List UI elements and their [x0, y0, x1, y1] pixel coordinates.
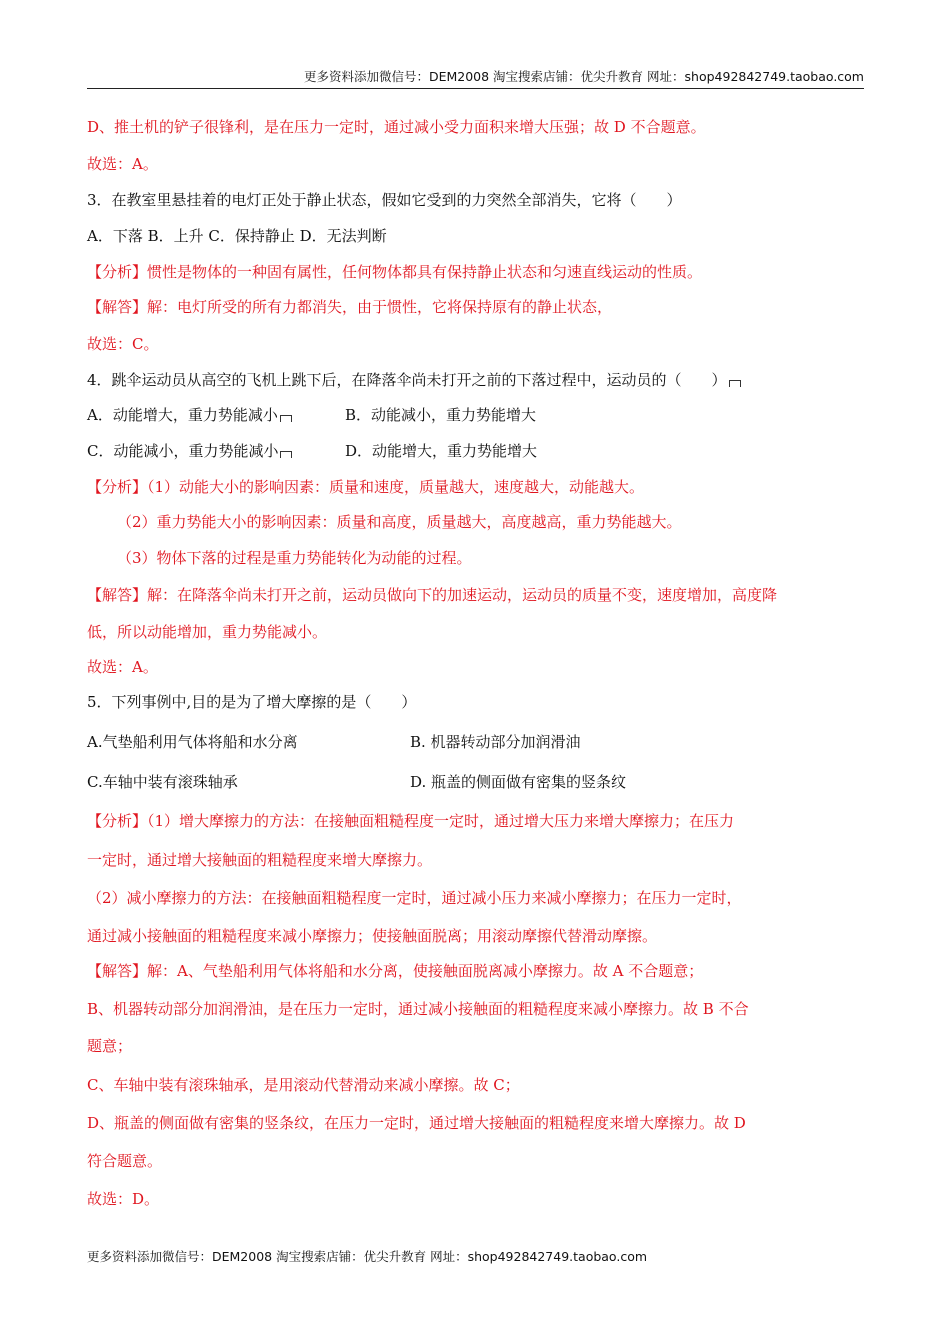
answer-choice: 故选：D。: [87, 1190, 160, 1208]
option-c: C.车轴中装有滚珠轴承: [87, 773, 238, 791]
solution-line: 题意；: [87, 1037, 133, 1055]
analysis-line: （2）减小摩擦力的方法：在接触面粗糙程度一定时，通过减小压力来减小摩擦力；在压力一定时，: [87, 889, 742, 907]
option-b: B. 机器转动部分加润滑油: [410, 733, 581, 751]
answer-choice: 故选：C。: [87, 335, 159, 353]
option-a: A．动能增大，重力势能减小: [87, 406, 278, 424]
edit-mark-icon: [280, 451, 292, 458]
footer-text: 更多资料添加微信号：DEM2008 淘宝搜索店铺：优尖升教育 网址：shop492842749.taobao.com: [87, 1249, 648, 1264]
analysis-line: 【分析】（1）动能大小的影响因素：质量和速度，质量越大，速度越大，动能越大。: [87, 478, 645, 496]
solution-line: 【解答】解：电灯所受的所有力都消失，由于惯性，它将保持原有的静止状态，: [87, 298, 613, 316]
page-footer: [87, 1247, 647, 1265]
analysis-line: 通过减小接触面的粗糙程度来减小摩擦力；使接触面脱离；用滚动摩擦代替滑动摩擦。: [87, 927, 658, 945]
question-4-text: 4．跳伞运动员从高空的飞机上跳下后，在降落伞尚未打开之前的下落过程中，运动员的（ ）: [87, 371, 727, 389]
analysis-line: 一定时，通过增大接触面的粗糙程度来增大摩擦力。: [87, 851, 433, 869]
answer-choice: 故选：A。: [87, 155, 158, 173]
edit-mark-icon: [729, 380, 741, 387]
question-5-options-row: [87, 732, 581, 752]
solution-line: 【解答】解：A、气垫船利用气体将船和水分离，使接触面脱离减小摩擦力。故 A 不合题意；: [87, 962, 704, 980]
solution-line: 【解答】解：在降落伞尚未打开之前，运动员做向下的加速运动，运动员的质量不变，速度增加，高度降: [87, 586, 778, 604]
solution-line: 符合题意。: [87, 1152, 163, 1170]
analysis-line: 【分析】惯性是物体的一种固有属性，任何物体都具有保持静止状态和匀速直线运动的性质。: [87, 263, 703, 281]
question-3-options: A．下落 B．上升 C．保持静止 D．无法判断: [87, 227, 387, 245]
question-4-options-row: [87, 441, 538, 461]
analysis-line: （3）物体下落的过程是重力势能转化为动能的过程。: [117, 549, 472, 567]
solution-line: C、车轴中装有滚珠轴承，是用滚动代替滑动来减小摩擦。故 C；: [87, 1076, 520, 1094]
option-a: A.气垫船利用气体将船和水分离: [87, 733, 298, 751]
question-5: 5．下列事例中,目的是为了增大摩擦的是（ ）: [87, 693, 417, 711]
question-4-options-row: [87, 405, 537, 425]
page-header: [87, 66, 864, 89]
option-b: B．动能减小，重力势能增大: [345, 406, 537, 424]
answer-choice: 故选：A。: [87, 658, 158, 676]
question-4: [87, 370, 741, 390]
question-5-options-row: [87, 772, 627, 792]
edit-mark-icon: [280, 415, 292, 422]
analysis-line: （2）重力势能大小的影响因素：质量和高度，质量越大，高度越高，重力势能越大。: [117, 513, 682, 531]
answer-line: D、推土机的铲子很锋利，是在压力一定时，通过减小受力面积来增大压强；故 D 不合题意。: [87, 118, 706, 136]
solution-line: 低，所以动能增加，重力势能减小。: [87, 623, 328, 641]
option-d: D．动能增大，重力势能增大: [345, 442, 538, 460]
solution-line: B、机器转动部分加润滑油，是在压力一定时，通过减小接触面的粗糙程度来减小摩擦力。故 B 不合: [87, 1000, 749, 1018]
solution-line: D、瓶盖的侧面做有密集的竖条纹，在压力一定时，通过增大接触面的粗糙程度来增大摩擦力。故 D: [87, 1114, 746, 1132]
option-c: C．动能减小，重力势能减小: [87, 442, 279, 460]
question-3: 3．在教室里悬挂着的电灯正处于静止状态，假如它受到的力突然全部消失，它将（ ）: [87, 191, 682, 209]
header-text: 更多资料添加微信号：DEM2008 淘宝搜索店铺：优尖升教育 网址：shop492842749.taobao.com: [303, 69, 864, 84]
analysis-line: 【分析】（1）增大摩擦力的方法：在接触面粗糙程度一定时，通过增大压力来增大摩擦力；在压力: [87, 812, 735, 830]
option-d: D. 瓶盖的侧面做有密集的竖条纹: [410, 773, 627, 791]
